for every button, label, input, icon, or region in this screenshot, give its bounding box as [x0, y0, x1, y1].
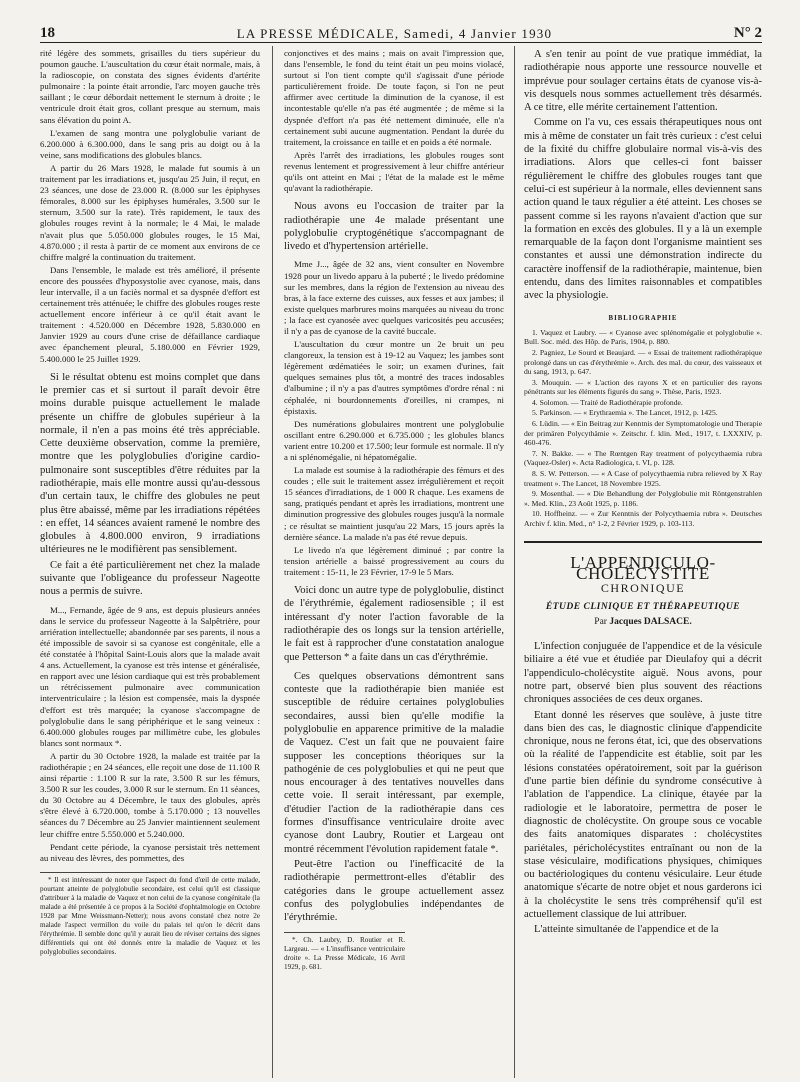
bibliography-list: [524, 328, 762, 529]
page-number: 18: [40, 25, 55, 41]
paragraph: Mme J..., âgée de 32 ans, vient consulter en Novembre 1928 pour un livedo apparu à la puberté ; le livedo prédomine sur les membres, dans la région de l'extension au niveau des bras, à la face externe des cuisses, aux fesses et aux jambes; il existe quelques marbrures moins marquées au niveau du tronc ; la face est cyanosée avec quelques varicosités peu accusées; il n'y a pas de cyanose de la cavité buccale.: [284, 259, 504, 336]
paragraph: A s'en tenir au point de vue pratique immédiat, la radiothérapie nous apporte une ressource nouvelle et imprévue pour soulager certains états de cyanose vis-à-vis desquels nous sommes actuellement très désarmés. A ce titre, elle mérite certainement l'attention.: [524, 49, 762, 114]
paragraph: Ces quelques observations démontrent sans conteste que la radiothérapie bien maniée est susceptible de réduire certaines polyglobulies secondaires, aussi bien qu'elle modifie la polyglobulie en apparence primitive de la maladie de Vaquez. C'est un fait que ne pouvaient faire supposer les conceptions théoriques sur la pathogénie de ces polyglobulies et qui ne peut que nous encourager à des tentatives nouvelles dans cette voie. Il serait intéressant, par exemple, d'étudier l'action de la radiothérapie dans ces formes d'insuffisance ventriculaire droite avec cyanose dont Laubry, Routier et Largeau ont montré récemment l'évolution rapidement fatale *.: [284, 670, 504, 855]
column-1: [40, 48, 260, 1078]
article-separator: [524, 541, 762, 543]
paragraph: Peut-être l'action ou l'inefficacité de la radiothérapie permettront-elles d'établir des catégories dans le groupe actuellement assez confus des polyglobulies indépendantes de l'érythrémie.: [284, 858, 504, 924]
bibliography-entry: 3. Mouquin. — « L'action des rayons X et en particulier des rayons pénétrants sur les éléments figurés du sang ». Thèse, Paris, 1923.: [524, 377, 762, 397]
bibliography-entry: 5. Parkinson. — « Erythraemia ». The Lancet, 1912, p. 1425.: [532, 408, 718, 418]
column-rule: [272, 46, 273, 1078]
paragraph: Le livedo n'a que légèrement diminué ; par contre la tension artérielle a baissé progressivement au cours du traitement : 15-11, le 23 Février, 17-9 le 5 Mars.: [284, 544, 504, 577]
paragraph: La malade est soumise à la radiothérapie des fémurs et des coudes ; elle suit le traitement assez irrégulièrement et reçoit 15 séances d'irradiations, de 1 000 R chaque. Les examens de sang, pratiqués pendant et après les irradiations, montrent une diminution progressive des globules rouges jusqu'à la normale ; ce résultat se maintient jusqu'au 22 Mars, 15 jours après la dernière séance. La malade n'a pas été revue depuis.: [284, 465, 504, 542]
bibliography-entry: 6. Lüdin. — « Ein Beitrag zur Kenntnis der Symptomatologie und Therapie der primären Polycythämie ». Zeitschr. f. klin. Med., 1917, t. LXXXIV, p. 460-476.: [524, 419, 762, 448]
paragraph: Voici donc un autre type de polyglobulie, distinct de l'érythrémie, également radiosensible ; il est intéressant d'y noter l'action favorable de la radiothérapie des os longs sur la tension artérielle, le fait est à rapprocher d'une constatation analogue que Petterson * a faite dans un cas d'érythrémie.: [284, 585, 504, 663]
footnote: [40, 872, 260, 957]
paragraph: A partir du 26 Mars 1928, le malade fut soumis à un traitement par les irradiations et, jusqu'au 25 Juin, il reçut, en 23 séances, une dose de 23.000 R. (8.000 sur les épiphyses fémorales, 8.000 sur les épiphyses humérales, 3.500 sur le sternum, 3.500 sur la rate). Très rapidement, le taux des globules rouges revint à la normale; le 4 Mai, le malade n'avait plus que 5.050.000 globules rouges, le 15 Mai, 4.870.000 ; il resta à partir de ce moment aux environs de ce chiffre malgré la continuation du traitement.: [40, 162, 260, 262]
paragraph: rité légère des sommets, grisailles du tiers supérieur du poumon gauche. L'auscultation du cœur était normale, mais, à la radioscopie, on constata des signes évidents d'artérite pulmonaire : la pointe était arrondie, l'arc moyen gauche très saillant ; le cœur débordait nettement le sternum à droite ; le ventricule droit était gros, collant presque au sternum, mais sans élévation du point A.: [40, 48, 260, 125]
paragraph: Pendant cette période, la cyanose persistait très nettement au niveau des lèvres, des pommettes, des: [40, 841, 260, 863]
paragraph: Nous avons eu l'occasion de traiter par la radiothérapie une 4e malade présentant une polyglobulie cryptogénétique s'accompagnant de livedo et d'hypertension artérielle.: [284, 201, 504, 253]
paragraph: Si le résultat obtenu est moins complet que dans le premier cas et si surtout il paraît devoir être moins durable puisque actuellement le malade présente un chiffre de globules supérieur à la normale, il n'en a pas moins été très appréciable. Cette deuxième observation, comme la première, montre que les polyglobulies d'origine cardio-pulmonaire sont susceptibles d'être réduites par la radiothérapie, mais elle montre aussi qu'au-dessous d'un certain taux, le chiffre des globules ne peut plus être abaissé, même par les irradiations répétées : en effet, 14 séances avaient ramené le nombre des globules à 4.800.000 environ, 9 irradiations ultérieures ne le modifièrent pas sensiblement.: [40, 371, 260, 556]
bibliography-entry: 4. Solomon. — Traité de Radiothérapie profonde.: [532, 397, 683, 407]
footnote: [284, 932, 405, 972]
paragraph: Etant donné les réserves que soulève, à juste titre dans bien des cas, le diagnostic clinique d'appendicite chronique, nous ne ferons état, ici, que des observations où la réalité de l'appendicite est établie, soit par les lésions constatées opératoirement, soit par la guérison d'une partie bien définie du syndrome consécutive à l'ablation de l'appendice. La clinique, étayée par la radiologie et le laboratoire, permettra de poser le diagnostic de cholécystite. On groupe sous ce vocable des faits anatomiques disparates : cholécystites pariétales, péricholécystites entraînant ou non de la stase vésiculaire, modifications physiques, chimiques ou bactériologiques du contenu vésiculaire. Leur étude anatomique s'écarte de notre objet et nous garderons ici à la cholécystite le sens très compréhensif qu'il est actuellement classique de lui attribuer.: [524, 709, 762, 921]
bibliography-entry: 10. Hoffheinz. — « Zur Kenntnis der Polycythaemia rubra ». Deutsches Archiv f. klin. Med., n° 1-2, 2 Février 1929, p. 103-113.: [524, 509, 762, 529]
bibliography-entry: 1. Vaquez et Laubry. — « Cyanose avec splénomégalie et polyglobulie ». Bull. Soc. méd. des Hôp. de Paris, 1904, p. 880.: [524, 327, 762, 347]
paragraph: L'atteinte simultanée de l'appendice et de la: [534, 924, 719, 936]
paragraph: Comme on l'a vu, ces essais thérapeutiques nous ont mis à même de constater un fait très curieux : c'est celui de la fixité du chiffre globulaire normal vis-à-vis des irradiations. Alors que celles-ci font baisser régulièrement le chiffre des globules rouges tant que celui-ci est supérieur à la normale, elles deviennent sans action quand le taux régulier a été atteint. Les choses se passent comme si les rayons n'avaient d'action que sur la formation en excès des globules. Il y a là un exemple remarquable de la façon dont l'organisme maintient ses constantes et aussi une démonstration indirecte du caractère inoffensif de la radiothérapie, maintenue, bien entendu, dans des limites raisonnables et compatibles avec la physiologie.: [524, 117, 762, 302]
page-header: [40, 18, 762, 43]
article-subtitle: CHRONIQUE: [600, 580, 686, 595]
paragraph: L'infection conjuguée de l'appendice et de la vésicule biliaire a été vue et étudiée par Dieulafoy qui a décrit l'appendiculo-cholécystite aiguë. Nous avons, pour notre part, observé bien plus souvent des réactions chroniques associées de ces deux organes.: [524, 641, 762, 706]
article-byline: [524, 617, 762, 628]
paragraph: A partir du 30 Octobre 1928, la malade est traitée par la radiothérapie ; en 24 séances, elle reçoit une dose de 11.100 R ainsi répartie : 1.100 R sur la rate, 3.500 R sur les fémurs, 3.500 R sur les coudes, 3.000 R sur le sternum. En 11 séances, du 30 Octobre au 4 Décembre, le taux des globules, après s'être élevé à 6.720.000, tombe à 5.170.000 ; 13 nouvelles séances du 7 Décembre au 25 Janvier maintiennent seulement leur chiffre entre 5.550.000 et 5.240.000.: [40, 750, 260, 839]
paragraph: Après l'arrêt des irradiations, les globules rouges sont revenus lentement et progressivement à leur chiffre antérieur qu'ils ont atteint en Mai ; l'état de la malade est le même qu'avant la radiothérapie.: [284, 149, 504, 194]
bibliography-heading: BIBLIOGRAPHIE: [608, 314, 678, 322]
column-3: [524, 48, 762, 1078]
footnote-text: * Il est intéressant de noter que l'aspect du fond d'œil de cette malade, pourtant atteinte de polyglobulie secondaire, est celui qu'il est classique d'attribuer à la maladie de Vaquez et non celui de la cyanose congénitale (la malade a été présentée à ce propos à la Société d'ophtalmologie en Octobre 1928 par Mme Weissmann-Netter); nous avons constaté chez notre 2e malade l'aspect vermillon du voile du palais tel qu'on le décrit dans l'érythrémie. Il semble donc qu'il y aurait lieu de réviser certains des signes différentiels qui ont été donnés entre la maladie de Vaquez et les polyglobulies secondaires.: [40, 875, 260, 956]
paragraph: M..., Fernande, âgée de 9 ans, est depuis plusieurs années dans le service du professeur Nageotte à la Salpêtrière, pour arriération intellectuelle; abandonnée par ses parents, il nous a été impossible de savoir si sa cyanose est congénitale, elle a été constatée à l'hôpital Saint-Louis alors que la malade avait 4 ans. Actuellement, la cyanose est très intense et généralisée, en rapport avec une lésion cardiaque qui est très probablement un rétrécissement pulmonaire avec communication interventriculaire ; la lésion est compensée, mais la dyspnée d'effort est très marquée; la cyanose s'accompagne de polyglobulie dans le sang périphérique et le sang veineux : 6.400.000 globules rouges par millimètre cube, les globules blancs sont normaux *.: [40, 604, 260, 748]
paragraph: Ce fait a été particulièrement net chez la malade suivante que l'obligeance du professeur Nageotte nous a permis de suivre.: [40, 559, 260, 598]
byline-prefix: Par: [594, 616, 607, 627]
footnote-text: *. Ch. Laubry, D. Routier et R. Largeau. — « L'insuffisance ventriculaire droite ». La Presse Médicale, 16 Avril 1929, p. 681.: [284, 936, 405, 972]
issue-number: N° 2: [733, 25, 762, 41]
paragraph: conjonctives et des mains ; mais on avait l'impression que, dans l'ensemble, le fond du teint était un peu moins violacé, surtout si l'on tient compte qu'il s'agissait d'une période particulièrement froide. De toute façon, si l'on ne peut affirmer avec certitude la diminution de la cyanose, il est incontestable qu'elle n'a pas été augmentée ; de même si la dyspnée d'effort n'a pas été nettement diminuée, elle n'a certainement subi aucune augmentation. Pendant la durée du traitement, la croissance en taille et en poids a été normale.: [284, 48, 504, 147]
paragraph: L'auscultation du cœur montre un 2e bruit un peu clangoreux, la tension est à 19-12 au Vaquez; les jambes sont légèrement œdématiées le soir; un examen d'urines, fait quelques semaines plus tôt, a montré des traces indosables d'albumine ; il n'y a pas d'autres symptômes d'ordre rénal : ni céphalée, ni bourdonnements d'oreilles, ni crampes, ni épistaxis.: [284, 339, 504, 416]
article-author: Jacques DALSACE.: [609, 616, 692, 627]
bibliography-entry: 7. N. Bakke. — « The Rœntgen Ray treatment of polycythaemia rubra (Vaquez-Osler) ». Acta Radiologica, t. VI, p. 128.: [524, 448, 762, 468]
bibliography-entry: 9. Mosenthal. — « Die Behandlung der Polyglobulie mit Röntgenstrahlen ». Med. Klin., 23 Août 1925, p. 1186.: [524, 489, 762, 508]
bibliography-entry: 8. S. W. Petterson. — « A Case of polycythaemia rubra relieved by X Ray treatment ». The Lancet, 18 Novembre 1925.: [524, 469, 762, 488]
bibliography-entry: 2. Pagniez, Le Sourd et Beaujard. — « Essai de traitement radiothérapique prolongé dans un cas d'érythrémie ». Arch. des mal. du cœur, des vaisseaux et du sang, 1913, p. 647.: [524, 347, 762, 377]
running-head: LA PRESSE MÉDICALE, Samedi, 4 Janvier 1930: [236, 26, 553, 41]
paragraph: Des numérations globulaires montrent une polyglobulie oscillant entre 6.290.000 et 6.735.000 ; les globules blancs varient entre 10.200 et 17.500; leur formule est normale. Il n'y a ni splénomégalie, ni hépatomégalie.: [284, 418, 504, 462]
paragraph: Dans l'ensemble, le malade est très amélioré, il présente encore des poussées d'hyposystolie avec cyanose, mais, dans leur intervalle, il a un faciès normal et sa dyspnée d'effort est certainement très atténuée; le chiffre des globules rouges reste actuellement encore inférieur à ce qu'il était avant le traitement : 4.520.000 en Décembre 1928, 5.830.000 en Janvier 1929 au cours d'une crise de défaillance cardiaque avec épanchement pleural, 5.180.000 en Février 1929, 5.400.000 le 25 Juillet 1929.: [40, 264, 260, 364]
column-rule: [514, 46, 515, 1078]
paragraph: L'examen de sang montra une polyglobulie variant de 6.200.000 à 6.300.000, dans le sang pris au doigt ou à la veine, sans modifications des globules blancs.: [40, 127, 260, 160]
column-2: [284, 48, 504, 1078]
article-kicker: ÉTUDE CLINIQUE ET THÉRAPEUTIQUE: [545, 601, 741, 612]
article-title: L'APPENDICULO-CHOLÉCYSTITE: [570, 552, 716, 583]
